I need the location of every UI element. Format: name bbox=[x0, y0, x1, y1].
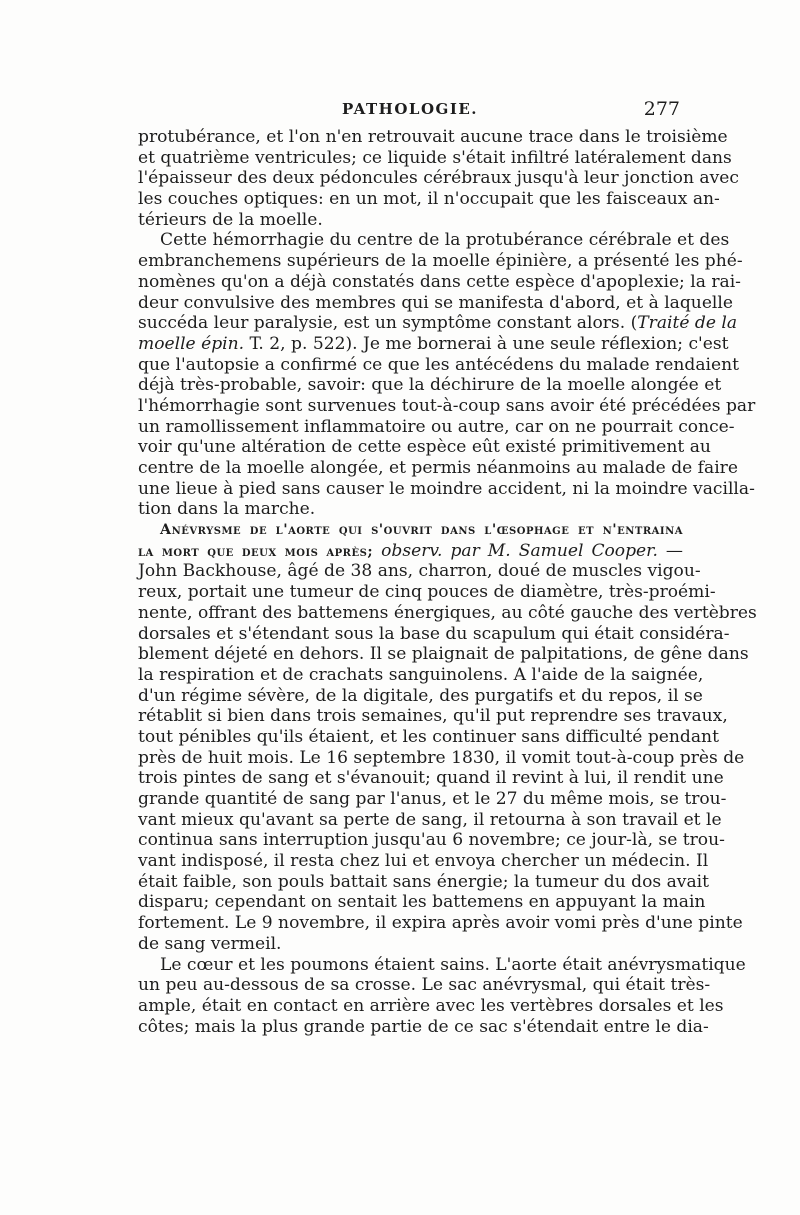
text-line bbox=[138, 747, 745, 769]
text-line bbox=[138, 333, 729, 355]
text-segment: embranchemens supérieurs de la moelle épinière, a présenté les phé- bbox=[138, 251, 743, 272]
text-segment: était faible, son pouls battait sans énergie; la tumeur du dos avait bbox=[138, 871, 709, 892]
text-segment: fortement. Le 9 novembre, il expira après avoir vomi près d'une pinte bbox=[138, 913, 743, 934]
text-segment: ample, était en contact en arrière avec les vertèbres dorsales et les bbox=[138, 995, 724, 1016]
text-segment: térieurs de la moelle. bbox=[138, 209, 323, 230]
text-line bbox=[138, 995, 724, 1017]
text-segment: Le cœur et les poumons étaient sains. L'aorte était anévrysmatique bbox=[160, 954, 746, 975]
text-segment: une lieue à pied sans causer le moindre accident, ni la moindre vacilla- bbox=[138, 478, 755, 499]
text-segment: la mort que deux mois après; bbox=[138, 543, 374, 560]
text-line bbox=[138, 830, 725, 851]
text-line bbox=[138, 251, 743, 272]
text-line bbox=[138, 892, 706, 913]
text-line bbox=[138, 395, 756, 417]
text-segment: trois pintes de sang et s'évanouit; quand il revint à lui, il rendit une bbox=[138, 768, 724, 789]
text-segment: nente, offrant des battemens énergiques, au côté gauche des vertèbres bbox=[138, 602, 757, 623]
text-segment: Traité de la bbox=[637, 313, 738, 334]
text-line bbox=[138, 354, 739, 376]
text-segment: protubérance, et l'on n'en retrouvait aucune trace dans le troisième bbox=[138, 127, 728, 147]
text-line bbox=[138, 147, 732, 169]
page-number: 277 bbox=[643, 98, 680, 120]
text-segment: l'épaisseur des deux pédoncules cérébraux jusqu'à leur jonction avec bbox=[138, 168, 739, 189]
text-line bbox=[138, 582, 716, 603]
text-line bbox=[138, 685, 703, 707]
text-segment: moelle épin. bbox=[138, 333, 245, 354]
text-segment: dorsales et s'étendant sous la base du scapulum qui était considéra- bbox=[138, 623, 730, 644]
text-segment: un ramollissement inflammatoire ou autre, car on ne pourrait conce- bbox=[138, 416, 735, 437]
text-segment: un peu au-dessous de sa crosse. Le sac anévrysmal, qui était très- bbox=[138, 975, 711, 996]
text-segment bbox=[373, 541, 381, 561]
text-segment: John Backhouse, âgé de 38 ans, charron, doué de muscles vigou- bbox=[138, 561, 701, 582]
text-segment: vant indisposé, il resta chez lui et envoya chercher un médecin. Il bbox=[138, 851, 709, 872]
text-segment: les couches optiques: en un mot, il n'occupait que les faisceaux an- bbox=[138, 189, 720, 210]
text-line bbox=[138, 809, 722, 831]
text-line bbox=[138, 478, 755, 500]
text-segment: près de huit mois. Le 16 septembre 1830, il vomit tout-à-coup près de bbox=[138, 747, 745, 768]
text-line bbox=[138, 706, 728, 727]
text-segment: continua sans interruption jusqu'au 6 novembre; ce jour-là, se trou- bbox=[138, 830, 725, 851]
text-line bbox=[138, 975, 711, 996]
text-line bbox=[138, 499, 683, 520]
text-segment: l'hémorrhagie sont survenues tout-à-coup sans avoir été précédées par bbox=[138, 395, 756, 416]
text-segment: et quatrième ventricules; ce liquide s'était infiltré latéralement dans bbox=[138, 147, 732, 168]
text-line bbox=[138, 313, 738, 334]
text-segment: d'un régime sévère, de la digitale, des purgatifs et du repos, il se bbox=[138, 685, 703, 706]
text-segment: côtes; mais la plus grande partie de ce sac s'étendait entre le dia- bbox=[138, 1016, 709, 1037]
text-line bbox=[138, 168, 739, 189]
text-segment: disparu; cependant on sentait les battemens en appuyant la main bbox=[138, 892, 706, 913]
text-line bbox=[138, 934, 683, 955]
text-line bbox=[138, 1016, 709, 1038]
text-line bbox=[138, 210, 683, 231]
text-line bbox=[138, 271, 741, 293]
text-line bbox=[138, 789, 727, 810]
text-segment: de sang vermeil. bbox=[138, 933, 282, 954]
text-segment: déjà très-probable, savoir: que la déchirure de la moelle alongée et bbox=[138, 375, 722, 396]
text-line bbox=[138, 437, 711, 458]
text-segment: vant mieux qu'avant sa perte de sang, il retourna à son travail et le bbox=[138, 809, 722, 830]
text-segment: centre de la moelle alongée, et permis néanmoins au malade de faire bbox=[138, 458, 738, 478]
text-segment: tion dans la marche. bbox=[138, 499, 316, 520]
text-segment: rétablit si bien dans trois semaines, qu'il put reprendre ses travaux, bbox=[138, 706, 728, 727]
text-segment: Anévrysme de l'aorte qui s'ouvrit dans l'œsophage et n'entraina bbox=[160, 522, 683, 539]
text-line bbox=[138, 541, 683, 562]
text-line bbox=[138, 230, 730, 251]
running-head: PATHOLOGIE. bbox=[341, 100, 478, 118]
text-segment: tout pénibles qu'ils étaient, et les continuer sans difficulté pendant bbox=[138, 726, 719, 747]
text-line bbox=[138, 458, 738, 479]
text-segment: nomènes qu'on a déjà constatés dans cette espèce d'apoplexie; la rai- bbox=[138, 271, 741, 292]
text-segment: T. 2, p. 522). Je me bornerai à une seule réflexion; c'est bbox=[244, 333, 729, 354]
text-line bbox=[138, 623, 730, 645]
text-line bbox=[138, 602, 757, 624]
text-segment: observ. par M. Samuel Cooper. bbox=[381, 540, 658, 561]
text-line bbox=[138, 768, 724, 789]
page-header bbox=[140, 100, 680, 124]
text-line bbox=[138, 561, 701, 582]
text-segment: succéda leur paralysie, est un symptôme constant alors. ( bbox=[138, 313, 638, 334]
text-line bbox=[138, 416, 735, 438]
text-segment: grande quantité de sang par l'anus, et le 27 du même mois, se trou- bbox=[138, 789, 727, 809]
text-segment: voir qu'une altération de cette espèce eût existé primitivement au bbox=[138, 437, 711, 458]
text-line bbox=[138, 127, 728, 148]
text-segment: Cette hémorrhagie du centre de la protubérance cérébrale et des bbox=[160, 230, 730, 251]
body-text bbox=[138, 127, 757, 1037]
text-segment: deur convulsive des membres qui se manifesta d'abord, et à laquelle bbox=[138, 292, 733, 313]
text-line bbox=[138, 520, 683, 541]
text-segment: reux, portait une tumeur de cinq pouces de diamètre, très-proémi- bbox=[138, 582, 716, 603]
text-line bbox=[138, 644, 749, 665]
text-line bbox=[138, 292, 733, 314]
text-line bbox=[138, 189, 720, 210]
text-segment: blement déjeté en dehors. Il se plaignait de palpitations, de gêne dans bbox=[138, 644, 749, 665]
text-line bbox=[138, 851, 709, 872]
text-segment: — bbox=[657, 540, 683, 561]
text-segment: la respiration et de crachats sanguinolens. A l'aide de la saignée, bbox=[138, 664, 704, 685]
text-line bbox=[138, 726, 719, 748]
text-line bbox=[138, 954, 746, 976]
text-line bbox=[138, 871, 709, 893]
text-line bbox=[138, 664, 704, 686]
text-line bbox=[138, 375, 722, 396]
text-line bbox=[138, 913, 743, 934]
text-segment: que l'autopsie a confirmé ce que les antécédens du malade rendaient bbox=[138, 354, 739, 375]
